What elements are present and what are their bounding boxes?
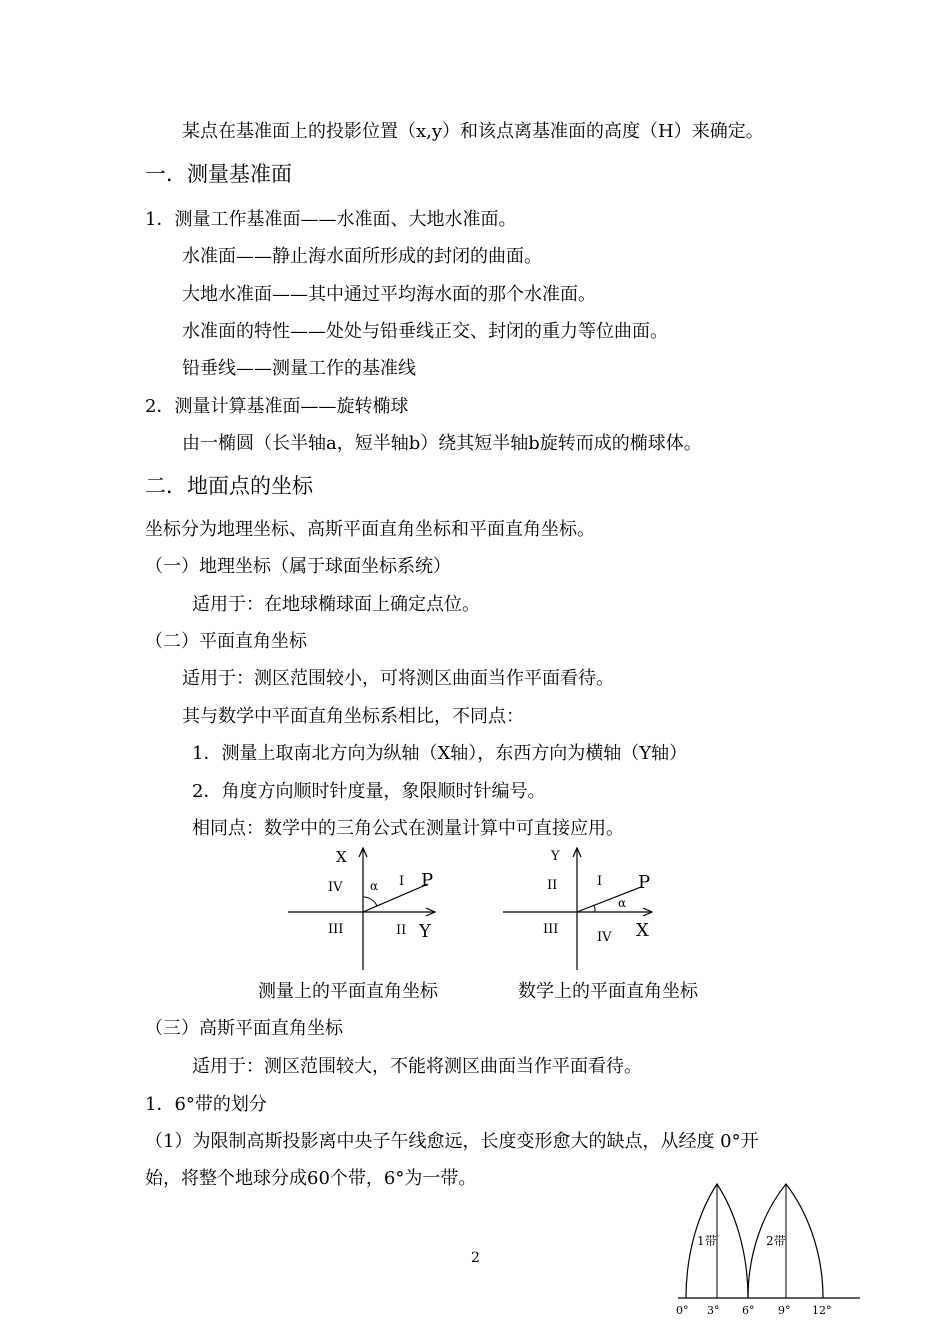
x-axis-label: Y: [419, 921, 431, 942]
tick-label: 9°: [778, 1304, 791, 1317]
point-label: P: [638, 872, 651, 893]
angle-arc: [594, 905, 595, 912]
text-line: 适用于：测区范围较大，不能将测区曲面当作平面看待。: [192, 1056, 642, 1077]
text-line: 铅垂线——测量工作的基准线: [182, 358, 416, 379]
quadrant-label: III: [543, 922, 559, 937]
text-line: 适用于：测区范围较小，可将测区曲面当作平面看待。: [182, 668, 614, 689]
quadrant-label: IV: [597, 930, 612, 945]
text-line: 2．测量计算基准面——旋转椭球: [145, 396, 409, 417]
text-line: 始，将整个地球分成60个带，6°为一带。: [145, 1168, 477, 1189]
math-coordinate-diagram: [495, 842, 665, 974]
angle-label: α: [618, 896, 627, 910]
quadrant-label: I: [399, 874, 405, 889]
subsection-heading: （二）平面直角坐标: [145, 631, 307, 652]
y-axis-label: Y: [551, 849, 560, 864]
text-line: 2．角度方向顺时针度量，象限顺时针编号。: [192, 781, 546, 802]
text-line: 相同点：数学中的三角公式在测量计算中可直接应用。: [192, 818, 624, 839]
tick-label: 12°: [812, 1304, 832, 1317]
tick-label: 0°: [676, 1304, 689, 1317]
point-ray: [577, 887, 641, 912]
text-line: 由一椭圆（长半轴a，短半轴b）绕其短半轴b旋转而成的椭球体。: [182, 433, 702, 454]
quadrant-label: IV: [328, 880, 343, 895]
intro-text: 某点在基准面上的投影位置（x,y）和该点离基准面的高度（H）来确定。: [182, 121, 764, 142]
figure-caption-right: 数学上的平面直角坐标: [518, 981, 698, 1002]
point-label: P: [421, 870, 434, 891]
x-axis-label: X: [636, 920, 649, 941]
tick-label: 6°: [742, 1304, 755, 1317]
section-heading-1: 一．测量基准面: [145, 162, 292, 186]
section-heading-2: 二．地面点的坐标: [145, 474, 313, 498]
text-line: 1．测量上取南北方向为纵轴（X轴），东西方向为横轴（Y轴）: [192, 743, 688, 764]
text-line: 大地水准面——其中通过平均海水面的那个水准面。: [182, 284, 596, 305]
quadrant-label: III: [328, 922, 344, 937]
text-line: 其与数学中平面直角坐标系相比，不同点：: [182, 706, 524, 727]
text-line: 水准面——静止海水面所形成的封闭的曲面。: [182, 246, 542, 267]
page-number: 2: [471, 1250, 480, 1266]
text-line: 水准面的特性——处处与铅垂线正交、封闭的重力等位曲面。: [182, 321, 668, 342]
angle-label: α: [370, 879, 379, 893]
text-line: 适用于：在地球椭球面上确定点位。: [192, 594, 480, 615]
text-line: （1）为限制高斯投影离中央子午线愈远，长度变形愈大的缺点，从经度 0°开: [145, 1131, 759, 1152]
quadrant-label: II: [547, 878, 558, 893]
y-axis-label: X: [336, 848, 347, 866]
tick-label: 3°: [707, 1304, 720, 1317]
angle-arc: [363, 897, 377, 906]
text-line: 1．测量工作基准面——水准面、大地水准面。: [145, 209, 517, 230]
text-line: 1．6°带的划分: [145, 1094, 267, 1115]
survey-coordinate-diagram: [280, 842, 450, 974]
figure-caption-left: 测量上的平面直角坐标: [258, 981, 438, 1002]
subsection-heading: （三）高斯平面直角坐标: [145, 1018, 343, 1039]
subsection-heading: （一）地理坐标（属于球面坐标系统）: [145, 556, 451, 577]
zone-division-diagram: [670, 1180, 865, 1320]
zone-label: 1带: [697, 1234, 717, 1248]
zone-label: 2带: [766, 1234, 786, 1248]
text-line: 坐标分为地理坐标、高斯平面直角坐标和平面直角坐标。: [145, 519, 595, 540]
quadrant-label: II: [396, 923, 407, 938]
quadrant-label: I: [597, 874, 603, 889]
